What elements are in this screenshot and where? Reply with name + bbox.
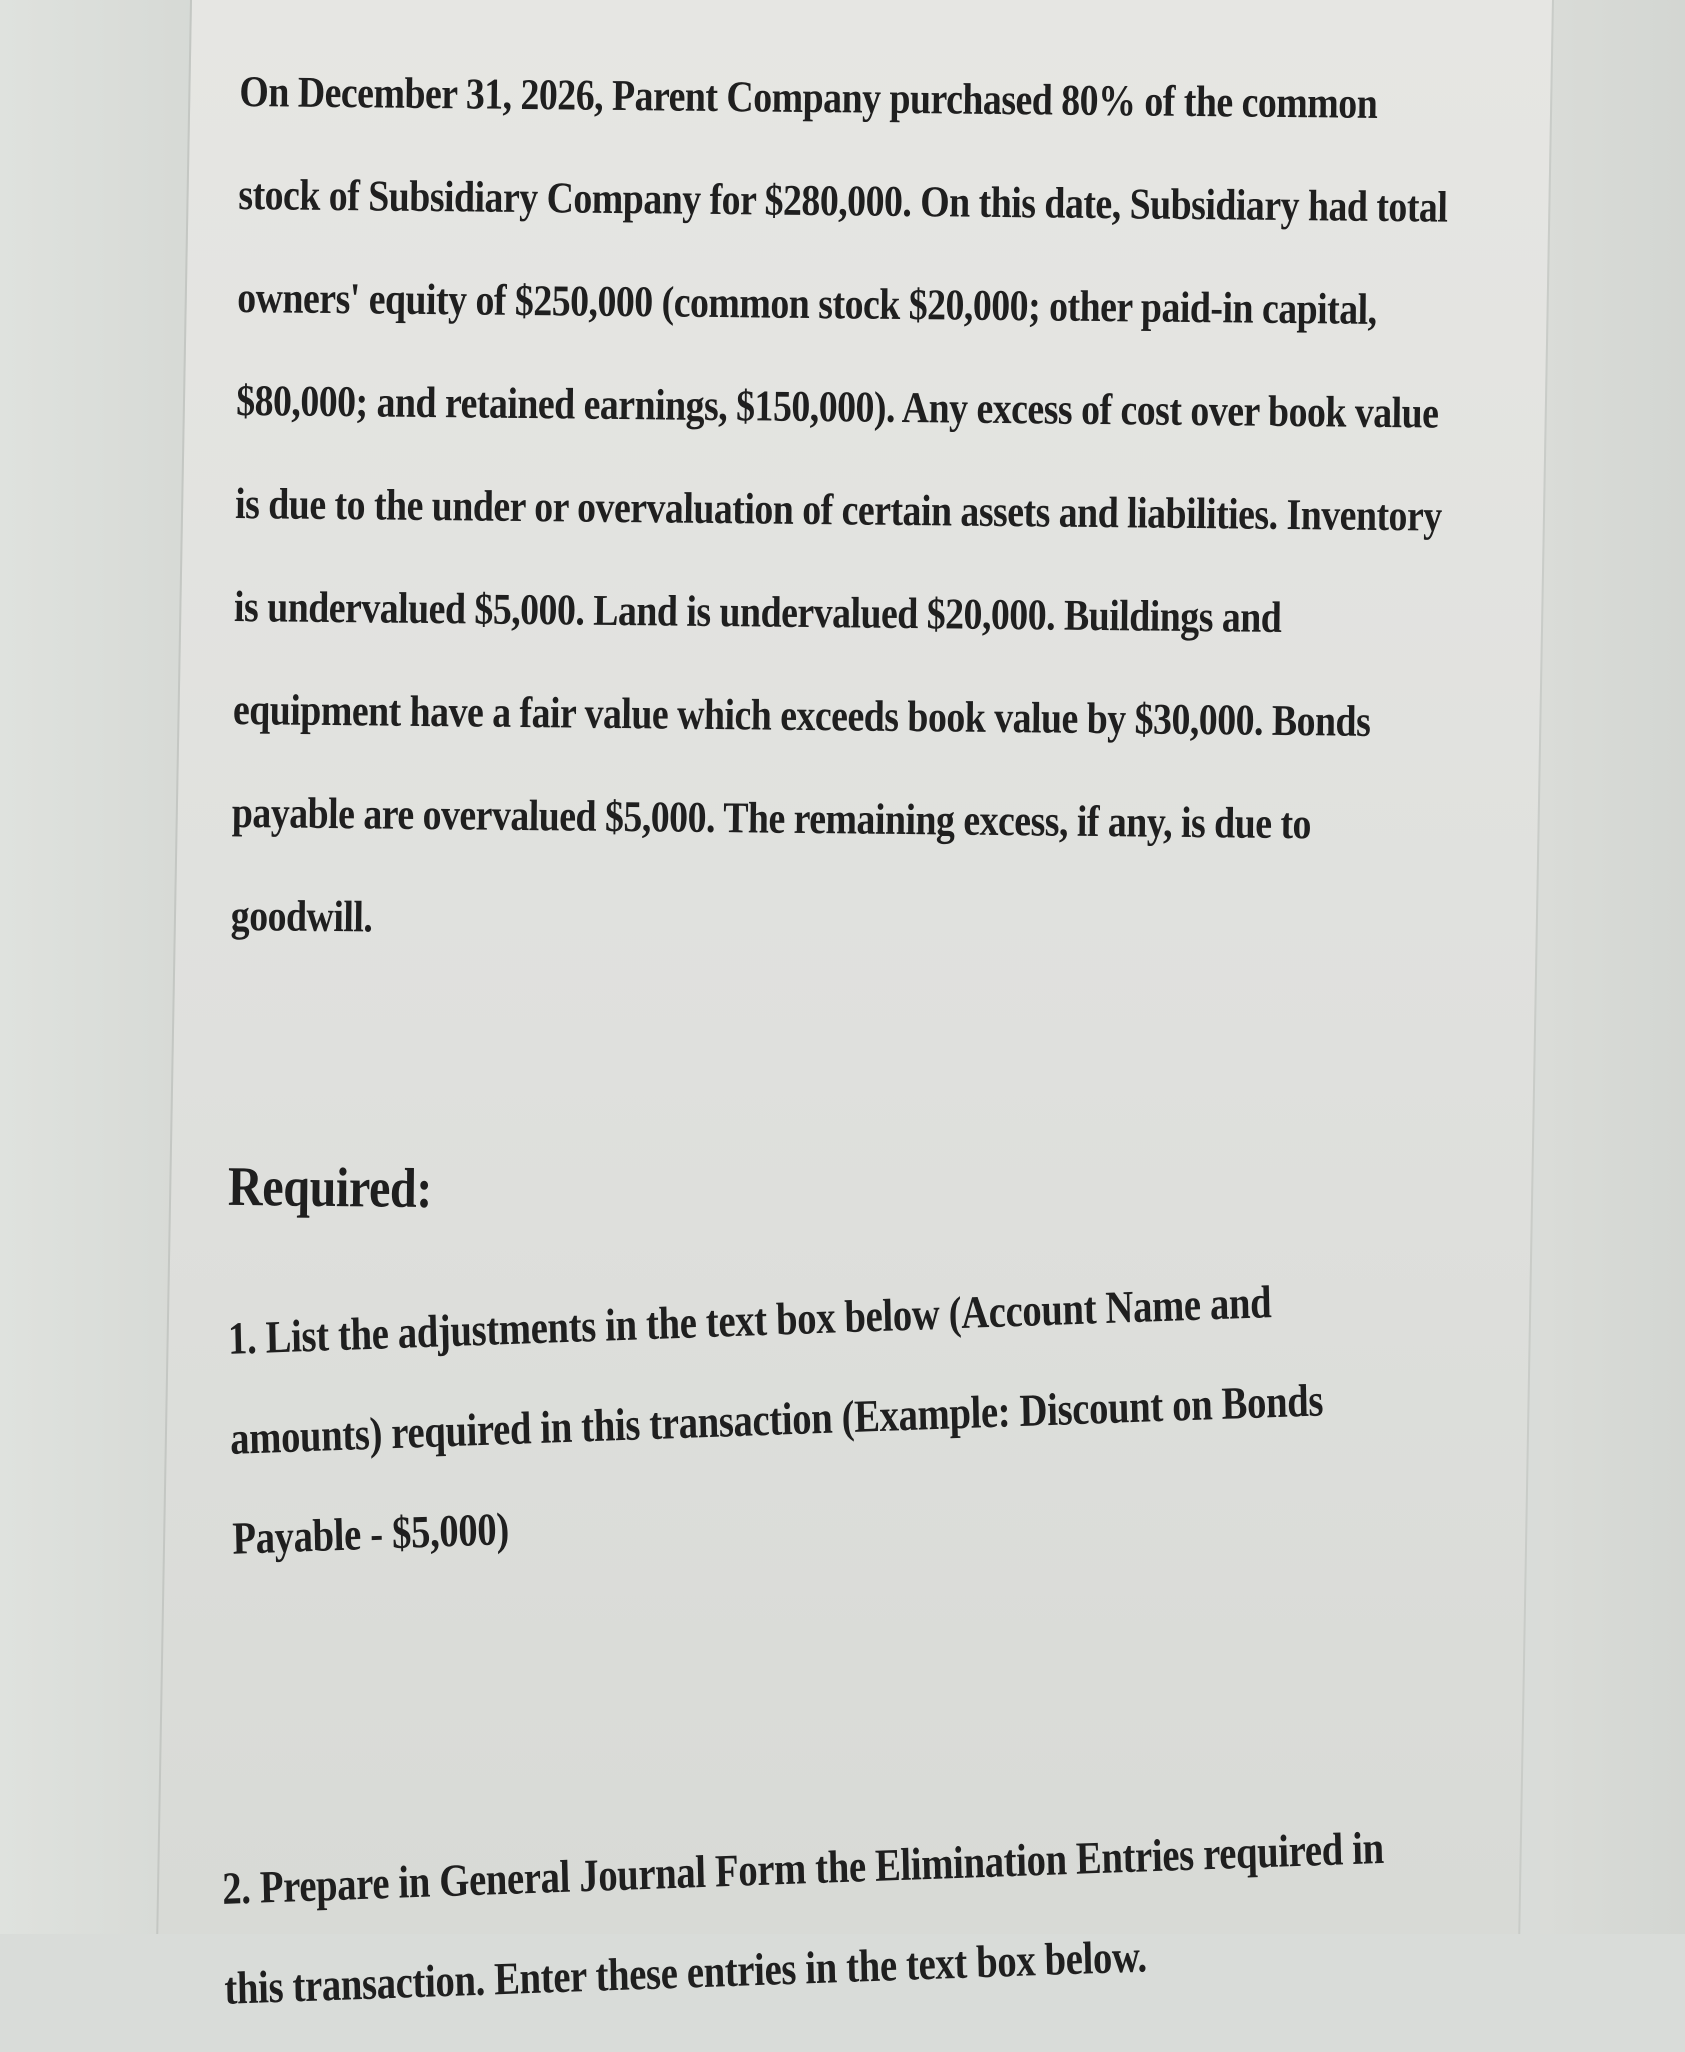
problem-statement: On December 31, 2026, Parent Company purchased 80% of the common stock of Subsidiary Company for $280,000. On this date, Subsidiary had total owners' equity of $250,000 (common stock $20,000; other paid-in capital, $80,000; and retained earnings, $150,000). Any excess of cost over book value is due to the under or overvaluation of certain assets and liabilities. Inventory is undervalued $5,000. Land is undervalued $20,000. Buildings and equipment have a fair value which exceeds book value by $30,000. Bonds payable are overvalued $5,000. The remaining excess, if any, is due to goodwill. [230,66,1448,942]
required-heading: Required: [227,1155,433,1221]
required-item-1: 1. List the adjustments in the text box below (Account Name and amounts) required in this transaction (Example: Discount on Bonds Payable - $5,000) [227,1276,1324,1564]
document-content [219,40,1500,2052]
right-page-margin [1540,0,1685,1934]
required-item-2: 2. Prepare in General Journal Form the Elimination Entries required in this transaction. Enter these entries in the text box below. [221,1821,1385,2014]
